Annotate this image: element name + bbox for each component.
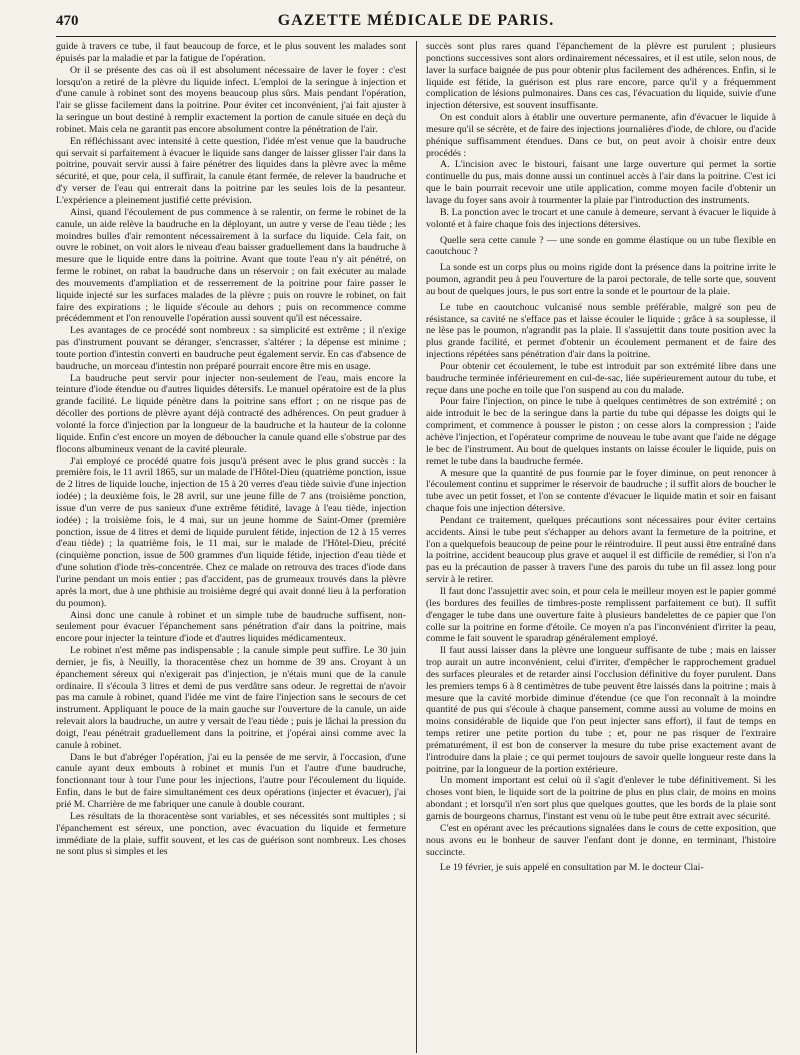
paragraph: guide à travers ce tube, il faut beaucoup de force, et le plus souvent les malades sont épuisés par la maladie et par la fatigue de l'opération. <box>56 41 406 64</box>
left-column <box>56 41 411 1053</box>
paragraph: Le tube en caoutchouc vulcanisé nous semble préférable, malgré son peu de résistance, sa cavité ne s'efface pas et laisse écouler le liquide ; grâce à sa souplesse, il ne lèse pas le poumon, n'agrandit pas la plaie. Il s'assujettit dans toute position avec la plus grande facilité, et permet d'obtenir un écoulement permanent et de faire des injections répétées sans pénétration d'air dans la poitrine. <box>425 301 776 361</box>
paragraph: La sonde est un corps plus ou moins rigide dont la présence dans la poitrine irrite le poumon, agrandit peu à peu l'ouverture de la paroi pectorale, de telle sorte que, souvent au bout de quelques jours, le pus sort entre la sonde et le pourtour de la plaie. <box>425 262 776 297</box>
paragraph: Il faut aussi laisser dans la plèvre une longueur suffisante de tube ; mais en laisser trop aurait un autre inconvénient, celui d'irriter, d'empêcher le rapprochement graduel des surfaces pleurales et de retarder ainsi l'occlusion définitive du foyer purulent. Dans les premiers temps 6 à 8 centimètres de tube peuvent être laissés dans la poitrine ; mais à mesure que la cavité morbide diminue d'étendue (ce que l'on reconnaît à la moindre quantité de pus qui s'écoule à chaque pansement, comme aussi au volume de moins en moins considérable de liquide que l'on peut injecter sans effort), il faut de temps en temps retirer une petite portion du tube ; et, pour ne pas risquer de l'extraire prématurément, il est bon de conserver la mesure du tube prise exactement avant de l'introduire dans la plaie ; ce qui permet toujours de savoir quelle longueur reste dans la poitrine, par la longueur de la portion extérieure. <box>425 645 776 775</box>
page-number: 470 <box>56 13 79 29</box>
column-divider <box>416 41 417 1053</box>
paragraph: A mesure que la quantité de pus fournie par le foyer diminue, on peut renoncer à l'écoulement continu et supprimer le réservoir de baudruche ; il suffit alors de boucher le tube avec un petit fosset, et l'on se contente d'évacuer le liquide matin et soir en faisant chaque fois une injection détersive. <box>425 467 776 515</box>
journal-title: GAZETTE MÉDICALE DE PARIS. <box>277 12 555 29</box>
paragraph: On est conduit alors à établir une ouverture permanente, afin d'évacuer le liquide à mesure qu'il se sécrète, et de faire des injections journalières d'iode, de chlore, ou d'acide phénique suffisamment étendues. Dans ce but, on peut avoir à choisir entre deux procédés : <box>425 112 776 159</box>
paragraph: A. L'incision avec le bistouri, faisant une large ouverture qui permet la sortie continuelle du pus, mais donne aussi un continuel accès à l'air dans la poitrine. C'est ici que le bain pourrait recevoir une utile application, comme moyen facile d'obtenir un lavage du foyer sans avoir à tourmenter la plaie par l'introduction des instruments. <box>425 159 776 206</box>
paragraph: Le robinet n'est même pas indispensable ; la canule simple peut suffire. Le 30 juin dernier, je fis, à Neuilly, la thoracentèse chez un homme de 39 ans. Croyant à un épanchement séreux qui n'exigerait pas d'injection, je n'étais muni que de la canule ordinaire. Il s'écoula 3 litres et demi de pus verdâtre sans odeur. Je regrettai de n'avoir pas ma canule à robinet, quand l'idée me vint de faire l'injection sans le secours de cet instrument. Appliquant le pouce de la main gauche sur l'ouverture de la canule, un aide relevait alors la baudruche, un autre y versait de l'eau tiède ; puis je lâchai la pression du doigt, l'eau pénétrait graduellement dans la poitrine, et j'opérai ainsi comme avec la canule à robinet. <box>56 645 406 751</box>
paragraph: Quelle sera cette canule ? — une sonde en gomme élastique ou un tube flexible en caoutchouc ? <box>425 234 776 258</box>
right-column <box>422 41 776 1053</box>
page-header <box>56 10 776 37</box>
paragraph: B. La ponction avec le trocart et une canule à demeure, servant à évacuer le liquide à volonté et à faire chaque fois des injections détersives. <box>425 206 776 230</box>
paragraph: J'ai employé ce procédé quatre fois jusqu'à présent avec le plus grand succès : la première fois, le 11 avril 1865, sur un malade de l'Hôtel-Dieu (quatrième ponction, issue de 2 litres de liquide louche, injection de 15 à 20 verres d'eau tiède suivie d'une injection iodée) ; la deuxième fois, le 28 avril, sur une jeune fille de 7 ans (troisième ponction, issue d'un verre de pus sanieux d'une extrême fétidité, lavage à l'eau tiède, injection iodée) ; la troisième fois, le 4 mai, sur un jeune homme de Saint-Omer (première ponction, issue de 4 litres et demi de liquide purulent fétide, injection de 12 à 15 verres d'eau tiède) ; la quatrième fois, le 11 mai, sur le malade de l'Hôtel-Dieu, précité (cinquième ponction, issue de 500 grammes d'un liquide fétide, injection d'eau tiède et d'une solution d'iode très-concentrée. Chez ce malade on retrouva des traces d'iode dans l'urine pendant un mois entier ; pas d'accident, pas de grumeaux trouvés dans la plèvre après la mort, due à une phthisie au troisième degré qui avait donné lieu à la perforation du poumon). <box>56 455 406 609</box>
paragraph: Un moment important est celui où il s'agit d'enlever le tube définitivement. Si les choses vont bien, le liquide sort de la poitrine de plus en plus clair, de moins en moins abondant ; et lorsqu'il n'en sort plus que quelques gouttes, que les bords de la plaie sont garnis de bourgeons charnus, l'instant est venu où le tube peut être extrait avec sécurité. <box>425 775 776 822</box>
paragraph: Pour obtenir cet écoulement, le tube est introduit par son extrémité libre dans une baudruche terminée inférieurement en cul-de-sac, liée supérieurement autour du tube, et reçue dans une poche en toile que l'on suspend au cou du malade. <box>425 360 776 396</box>
paragraph: Ainsi, quand l'écoulement de pus commence à se ralentir, on ferme le robinet de la canule, un aide relève la baudruche en la déployant, un autre y verse de l'eau tiède ; les moindres bulles d'air remontent nécessairement à la surface du liquide. Cela fait, on ouvre le robinet, on voit alors le niveau d'eau baisser graduellement dans la baudruche à mesure que le liquide entre dans la poitrine. Avant que toute l'eau n'y ait pénétré, on ferme le robinet, on rabat la baudruche dans un réservoir ; on fait exécuter au malade des mouvements d'ampliation et de resserrement de la poitrine pour faire passer le liquide injecté sur les surfaces malades de la plèvre ; puis on rouvre le robinet, on fait faire des expirations ; le liquide s'écoule au dehors ; puis on recommence comme précédemment et l'on renouvelle l'opération aussi souvent qu'il est nécessaire. <box>56 206 406 325</box>
paragraph: succès sont plus rares quand l'épanchement de la plèvre est purulent ; plusieurs ponctions successives sont alors ordinairement nécessaires, et il est utile, selon nous, de laver la surface baignée de pus pour obtenir plus facilement des adhérences. Enfin, si le liquide est fétide, la guérison est plus rare encore, parce qu'il y a fréquemment complication de lésions pulmonaires. Dans ces cas, l'évacuation du liquide, suivie d'une injection détersive, est souvent insuffisante. <box>425 41 776 112</box>
paragraph: Ainsi donc une canule à robinet et un simple tube de baudruche suffisent, non-seulement pour évacuer l'épanchement sans pénétration d'air dans la poitrine, mais encore pour injecter la teinture d'iode et d'autres liquides médicamenteux. <box>56 609 406 645</box>
paragraph: Il faut donc l'assujettir avec soin, et pour cela le meilleur moyen est le papier gommé (les bordures des feuilles de timbres-poste remplissent parfaitement ce but). Il suffit d'engager le tube dans une ouverture faite à plusieurs bandelettes de ce papier que l'on colle sur la poitrine en forme d'étoile. Ce moyen n'a pas l'inconvénient d'irriter la peau, comme le fait souvent le sparadrap généralement employé. <box>425 585 776 645</box>
paragraph: Or il se présente des cas où il est absolument nécessaire de laver le foyer : c'est lorsqu'on a retiré de la plèvre du liquide infect. L'emploi de la seringue à injection et d'une canule à robinet sont des moyens beaucoup plus sûrs. Mais pendant l'opération, l'air se glisse facilement dans la poitrine. Pour éviter cet inconvénient, j'ai fait ajuster à la seringue un bout destiné à remplir exactement la portion de canule située en deçà du robinet. Mais cela ne garantit pas encore absolument contre la pénétration de l'air. <box>56 64 406 135</box>
paragraph: Pour faire l'injection, on pince le tube à quelques centimètres de son extrémité ; on aide introduit le bec de la seringue dans la partie du tube qui dépasse les doigts qui le compriment, et commence à pousser le piston ; on cesse alors la compression ; l'aide achève l'injection, et l'opérateur comprime de nouveau le tube avant que l'aide ne dégage le bec de l'instrument. Au bout de quelques instants on laisse écouler le liquide, puis on remet le tube dans la baudruche fermée. <box>425 396 776 467</box>
paragraph: C'est en opérant avec les précautions signalées dans le cours de cette exposition, que nous avons eu le bonheur de sauver l'enfant dont je donne, en terminant, l'histoire succincte. <box>425 822 776 858</box>
paragraph: En réfléchissant avec intensité à cette question, l'idée m'est venue que la baudruche qui servait si parfaitement à évacuer le liquide sans danger de laisser glisser l'air dans la poitrine, pouvait servir aussi à faire pénétrer des liquides dans la plèvre avec la même sécurité, et que, pour cela, il suffirait, la canule étant fermée, de relever la baudruche et d'y verser de l'eau qui entrerait dans la poitrine par les seules lois de la pesanteur. L'expérience a pleinement justifié cette prévision. <box>56 135 406 206</box>
paragraph: Les résultats de la thoracentèse sont variables, et ses nécessités sont multiples ; si l'épanchement est séreux, une ponction, avec évacuation du liquide et fermeture immédiate de la plaie, suffit souvent, et les cas de guérison sont nombreux. Les choses ne sont plus si simples et les <box>56 810 406 858</box>
paragraph: Pendant ce traitement, quelques précautions sont nécessaires pour éviter certains accidents. Ainsi le tube peut s'échapper au dehors avant la fermeture de la poitrine, et l'on a quelquefois beaucoup de peine pour le réintroduire. Il peut aussi être entraîné dans la poitrine, accident beaucoup plus grave et auquel il est difficile de remédier, si l'on n'a pas eu la précaution de passer à travers l'une des parois du tube un fil assez long pour servir à le retirer. <box>425 514 776 586</box>
text-columns <box>56 41 776 1053</box>
paragraph: Le 19 février, je suis appelé en consultation par M. le docteur Clai- <box>439 862 704 874</box>
paragraph: La baudruche peut servir pour injecter non-seulement de l'eau, mais encore la teinture d'iode étendue ou d'autres liquides détersifs. Le manuel opératoire est de la plus grande facilité. Le liquide pénètre dans la poitrine sans effort ; on ne risque pas de décoller des portions de plèvre ayant déjà contracté des adhérences. On peut graduer à volonté la force d'injection par la longueur de la baudruche et la hauteur de la colonne liquide. Enfin c'est encore un moyen de déboucher la canule quand elle s'obstrue par des flocons albumineux venant de la cavité pleurale. <box>56 372 406 455</box>
paragraph: Dans le but d'abréger l'opération, j'ai eu la pensée de me servir, à l'occasion, d'une canule ayant deux embouts à robinet et munis l'un et l'autre d'une baudruche, fonctionnant tour à tour l'une pour les injections, l'autre pour l'écoulement du liquide. Enfin, dans le but de faire simultanément ces deux opérations (injecter et évacuer), j'ai prié M. Charrière de me fabriquer une canule à double courant. <box>56 751 406 810</box>
paragraph: Les avantages de ce procédé sont nombreux : sa simplicité est extrême ; il n'exige pas d'instrument pouvant se déranger, s'encrasser, s'altérer ; la dépense est minime ; toute portion d'intestin converti en baudruche peut également servir. En cas d'absence de baudruche, un morceau d'intestin non préparé pourrait encore être mis en usage. <box>56 325 406 372</box>
